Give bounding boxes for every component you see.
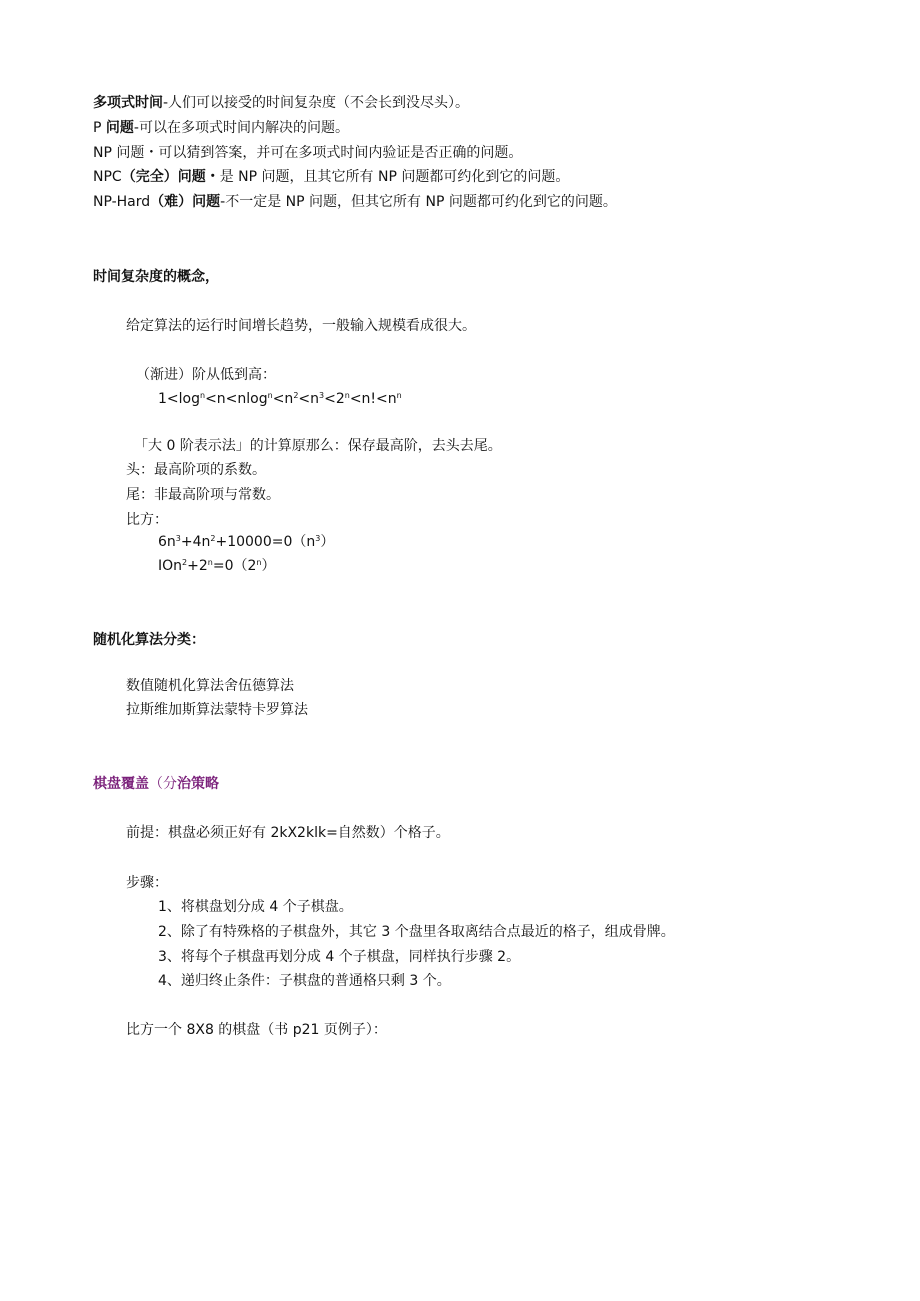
head-definition: 头：最高阶项的系数。 — [126, 462, 266, 478]
polynomial-time-term: 多项式时间 — [93, 95, 163, 111]
chessboard-step-4: 4、递归终止条件：子棋盘的普通格只剩 3 个。 — [158, 973, 451, 989]
chessboard-heading-part1: 棋盘覆盖 — [93, 776, 149, 792]
p-label: P — [93, 120, 106, 136]
p-desc: -可以在多项式时间内解决的问题。 — [133, 120, 349, 136]
p-term: 问题 — [105, 120, 134, 136]
chessboard-step-3: 3、将每个子棋盘再划分成 4 个子棋盘，同样执行步骤 2。 — [158, 949, 521, 965]
randomized-heading: 随机化算法分类： — [93, 632, 205, 648]
order-formula-sup: n — [396, 391, 402, 400]
npc-desc: 是 NP 问题，且其它所有 NP 问题都可约化到它的问题。 — [219, 169, 570, 185]
chessboard-heading-part2: （分 — [149, 776, 177, 792]
nphard-problem-line — [93, 193, 617, 211]
time-complexity-definition: 给定算法的运行时间增长趋势，一般输入规模看成很大。 — [126, 318, 476, 334]
example-formula-part: +4n — [180, 534, 211, 550]
randomized-item-2: 拉斯维加斯算法蒙特卡罗算法 — [126, 702, 308, 718]
example-formula-part: +2 — [187, 558, 208, 574]
chessboard-premise: 前提：棋盘必须正好有 2kX2klk=自然数）个格子。 — [126, 825, 450, 841]
bigo-rule: 「大 0 阶表示法」的计算原那么：保存最高阶，去头去尾。 — [134, 438, 502, 454]
order-formula-sup: n — [267, 391, 273, 400]
chessboard-heading-part3: 治策略 — [177, 776, 219, 792]
example-formula-part: 6n — [158, 534, 176, 550]
chessboard-example: 比方一个 8X8 的棋盘（书 p21 页例子）： — [126, 1022, 387, 1038]
np-line: NP 问题・可以猜到答案，并可在多项式时间内验证是否正确的问题。 — [93, 145, 523, 161]
order-title: （渐进）阶从低到高： — [136, 367, 276, 383]
np-problem-line — [93, 144, 522, 162]
p-problem-line — [93, 119, 349, 137]
tail-definition: 尾：非最高阶项与常数。 — [126, 487, 280, 503]
order-formula-sup: 2 — [293, 391, 299, 400]
example-formula-sup: 3 — [315, 534, 321, 543]
order-formula-part: <n — [272, 391, 294, 407]
order-formula-part: <n<nlog — [205, 391, 268, 407]
order-formula-sup: 3 — [319, 391, 325, 400]
example-formula-part: ） — [261, 558, 276, 574]
example-formula-sup: 2 — [210, 534, 216, 543]
npc-term: （完全）问题・ — [121, 169, 220, 185]
chessboard-heading — [93, 775, 219, 793]
example-formula-sup: 3 — [175, 534, 181, 543]
example-formula-part: +10000=0（n — [215, 534, 316, 550]
time-complexity-heading: 时间复杂度的概念， — [93, 269, 219, 285]
example-formula-sup: n — [256, 558, 262, 567]
chessboard-steps-label: 步骤： — [126, 875, 168, 891]
chessboard-step-1: 1、将棋盘划分成 4 个子棋盘。 — [158, 899, 353, 915]
order-formula-sup: n — [344, 391, 350, 400]
order-formula-part: <n — [298, 391, 320, 407]
example-formula-sup: 2 — [182, 558, 188, 567]
nphard-term: （难）问题 — [150, 194, 221, 210]
example-formula-sup: n — [207, 558, 213, 567]
example-formula-2 — [158, 557, 275, 575]
example-formula-part: ） — [320, 534, 335, 550]
npc-label: NPC — [93, 169, 122, 185]
npc-problem-line — [93, 168, 569, 186]
example-formula-1 — [158, 533, 334, 551]
example-label: 比方： — [126, 512, 168, 528]
order-formula-part: <2 — [324, 391, 345, 407]
order-formula-part: 1<log — [158, 391, 200, 407]
polynomial-time-desc: -人们可以接受的时间复杂度（不会长到没尽头）。 — [163, 95, 470, 111]
polynomial-time-line — [93, 94, 469, 112]
nphard-label: NP-Hard — [93, 194, 151, 210]
order-formula — [158, 390, 402, 408]
chessboard-step-2: 2、除了有特殊格的子棋盘外，其它 3 个盘里各取离结合点最近的格子，组成骨牌。 — [158, 924, 675, 940]
example-formula-part: IOn — [158, 558, 183, 574]
nphard-desc: -不一定是 NP 问题，但其它所有 NP 问题都可约化到它的问题。 — [220, 194, 617, 210]
randomized-item-1: 数值随机化算法舍伍德算法 — [126, 678, 294, 694]
example-formula-part: =0（2 — [212, 558, 257, 574]
order-formula-part: <n!<n — [349, 391, 397, 407]
order-formula-sup: n — [199, 391, 206, 400]
